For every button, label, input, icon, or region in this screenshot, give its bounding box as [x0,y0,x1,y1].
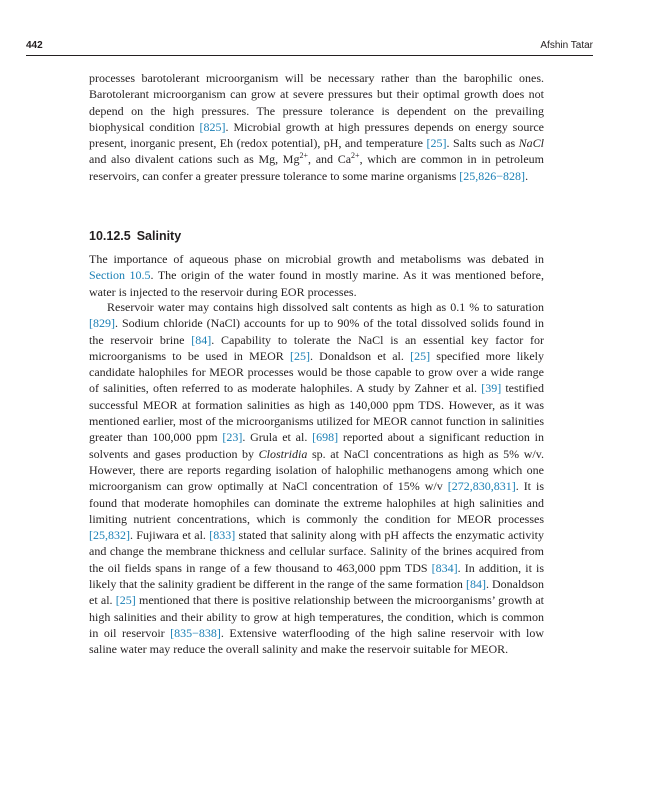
italic-term: NaCl [518,136,544,151]
citation-link[interactable]: [25] [115,593,136,608]
section-heading [89,229,181,243]
citation-link[interactable]: [84] [191,332,212,347]
paragraph-reservoir-water: Reservoir water may contains high dissolved salt contents as high as 0.1 % to saturation [829]. Sodium chloride (NaCl) accounts for up to 90% of the total dissolved solids found in the reservoir brine [84]. Capability to tolerate the NaCl is an essential key factor for microorganisms to be used in MEOR [25]. Donaldson et al. [25] specified more likely candidate halophiles for MEOR processes would be those capable to grow over a wide range of salinities, often referred to as moderate halophiles. A study by Zahner et al. [39] testified successful MEOR at formation salinities as high as 140,000 ppm TDS. However, as it was mentioned earlier, most of the microorganisms utilized for MEOR cannot function in salinities greater than 100,000 ppm [23]. Grula et al. [698] reported about a significant reduction in solvents and gases production by Clostridia sp. at NaCl concentrations as high as 5% w/v. However, there are reports regarding isolation of halophilic methanogens among which one microorganism can grow optimally at NaCl concentration of 15% w/v [272,830,831]. It is found that moderate homophiles can dominate the extreme halophiles at high salinities and limiting nutrient concentrations, which is commonly the condition for MEOR processes [25,832]. Fujiwara et al. [833] stated that salinity along with pH affects the enzymatic activity and change the membrane thickness and cellular surface. Salinity of the brines acquired from the oil fields spans in range of a few thousand to 463,000 ppm TDS [834]. In addition, it is likely that the salinity gradient be different in the range of the same formation [84]. Donaldson et al. [25] mentioned that there is positive relationship between the microorganisms’ growth at high salinities and their ability to grow at high temperatures, the condition, which is common in oil reservoir [835−838]. Extensive waterflooding of the high saline reservoir with low saline water may reduce the overall salinity and make the reservoir suitable for MEOR. [89,300,545,657]
page-header [26,40,593,54]
citation-link[interactable]: [39] [481,381,502,396]
citation-link[interactable]: [829] [89,316,115,331]
header-rule [26,55,593,56]
section-title: Salinity [136,229,182,243]
citation-link[interactable]: [835−838] [170,625,221,640]
citation-link[interactable]: [834] [431,560,458,575]
citation-link[interactable]: [25,826−828] [459,168,526,183]
citation-link[interactable]: [833] [209,528,236,543]
page-number: 442 [26,40,43,51]
superscript: 2+ [299,151,308,161]
superscript: 2+ [351,151,360,161]
citation-link[interactable]: [272,830,831] [447,479,516,494]
citation-link[interactable]: [25] [426,136,447,151]
section-link[interactable]: Section 10.5 [89,268,151,283]
paragraph-aqueous-phase: The importance of aqueous phase on microbial growth and metabolisms was debated in Section 10.5. The origin of the water found in mostly marine. As it was mentioned before, water is injected to the reservoir during EOR processes. [89,252,544,299]
section-number: 10.12.5 [89,229,131,243]
italic-term: Clostridia [258,446,308,461]
citation-link[interactable]: [23] [222,430,243,445]
citation-link[interactable]: [84] [465,577,486,592]
citation-link[interactable]: [25] [289,348,310,363]
citation-link[interactable]: [698] [312,430,339,445]
citation-link[interactable]: [25] [410,348,431,363]
running-head-author: Afshin Tatar [540,40,593,51]
citation-link[interactable]: [825] [199,119,226,134]
citation-link[interactable]: [25,832] [89,528,130,543]
paragraph-pressure: processes barotolerant microorganism will be necessary rather than the barophilic ones. Barotolerant microorganism can grow at severe pressures but their optimal growth does not depend on the high pressures. The pressure tolerance is dependent on the prevailing biophysical condition [825]. Microbial growth at high pressures depends on energy source present, inorganic present, Eh (redox potential), pH, and temperature [25]. Salts such as NaCl and also divalent cations such as Mg, $Mg^{2+}$, and $Ca^{2+}$, which are common in in petroleum reservoirs, can confer a greater pressure tolerance to some marine organisms [25,826−828]. [89,71,544,183]
